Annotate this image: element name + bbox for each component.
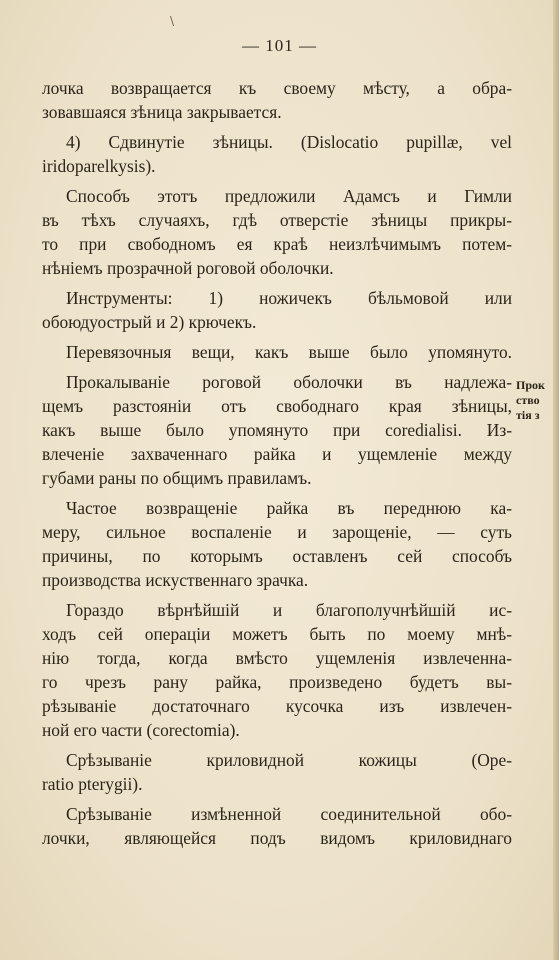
text-line: рѣзываніе достаточнаго кусочка изъ извлечен- [42,696,512,716]
text-line: iridoparelkysis). [42,156,156,176]
top-mark: \ [170,14,175,28]
text-line: то при свободномъ ея краѣ неизлѣчимымъ потем- [42,234,512,254]
text-line: лочка возвращается къ своему мѣсту, а обра- [42,78,512,98]
page-number: — 101 — [242,36,317,55]
text-line: Срѣзываніе измѣненной соединительной обо- [66,804,512,824]
text-line: причины, по которымъ оставленъ сей способъ [42,546,512,566]
text-line: меру, сильное воспаленіе и зарощеніе, — суть [42,522,512,542]
page-edge [553,0,559,960]
text-line: нію тогда, когда вмѣсто ущемленія извлеченна- [42,648,512,668]
text-line: въ тѣхъ случаяхъ, гдѣ отверстіе зѣницы прикры- [42,210,512,230]
text-line: Инструменты: 1) ножичекъ бѣльмовой или [66,288,512,308]
margin-note-line: тія з [516,408,540,422]
text-line: Прокалываніе роговой оболочки въ надлежа- [66,372,512,392]
text-line: Перевязочныя вещи, какъ выше было упомянуто. [66,342,512,362]
text-line: нѣніемъ прозрачной роговой оболочки. [42,258,334,278]
margin-note [516,378,559,423]
text-line: влеченіе захваченнаго райка и ущемленіе между [42,444,512,464]
text-line: лочки, являющейся подъ видомъ криловиднаго [42,828,512,848]
text-line: обоюдуострый и 2) крючекъ. [42,312,257,332]
text-line-heading: 4) Сдвинутіе зѣницы. (Dislocatio pupillæ, vel [66,132,512,152]
text-line: Гораздо вѣрнѣйшій и благополучнѣйшій ис- [66,600,512,620]
text-line: зовавшаяся зѣница закрывается. [42,102,282,122]
text-line: губами раны по общимъ правиламъ. [42,468,312,488]
text-line: го чрезъ рану райка, произведено будетъ вы- [42,672,512,692]
margin-note-line: ство [516,393,540,407]
section-heading-cont: ratio pterygii). [42,774,143,794]
margin-note-line: Прок [516,378,545,392]
body-text [42,76,512,850]
text-line: щемъ разстояніи отъ свободнаго края зѣницы, [42,396,512,416]
text-line: Способъ этотъ предложили Адамсъ и Гимли [66,186,512,206]
text-line: ходъ сей операціи можетъ быть по моему мнѣ- [42,624,512,644]
text-line: производства искуственнаго зрачка. [42,570,309,590]
section-heading: Срѣзываніе криловидной кожицы (Ope- [66,750,512,770]
text-line: какъ выше было упомянуто при coredialisi. Из- [42,420,512,440]
text-line: Частое возвращеніе райка въ переднюю ка- [66,498,512,518]
text-line: ной его части (corectomia). [42,720,240,740]
